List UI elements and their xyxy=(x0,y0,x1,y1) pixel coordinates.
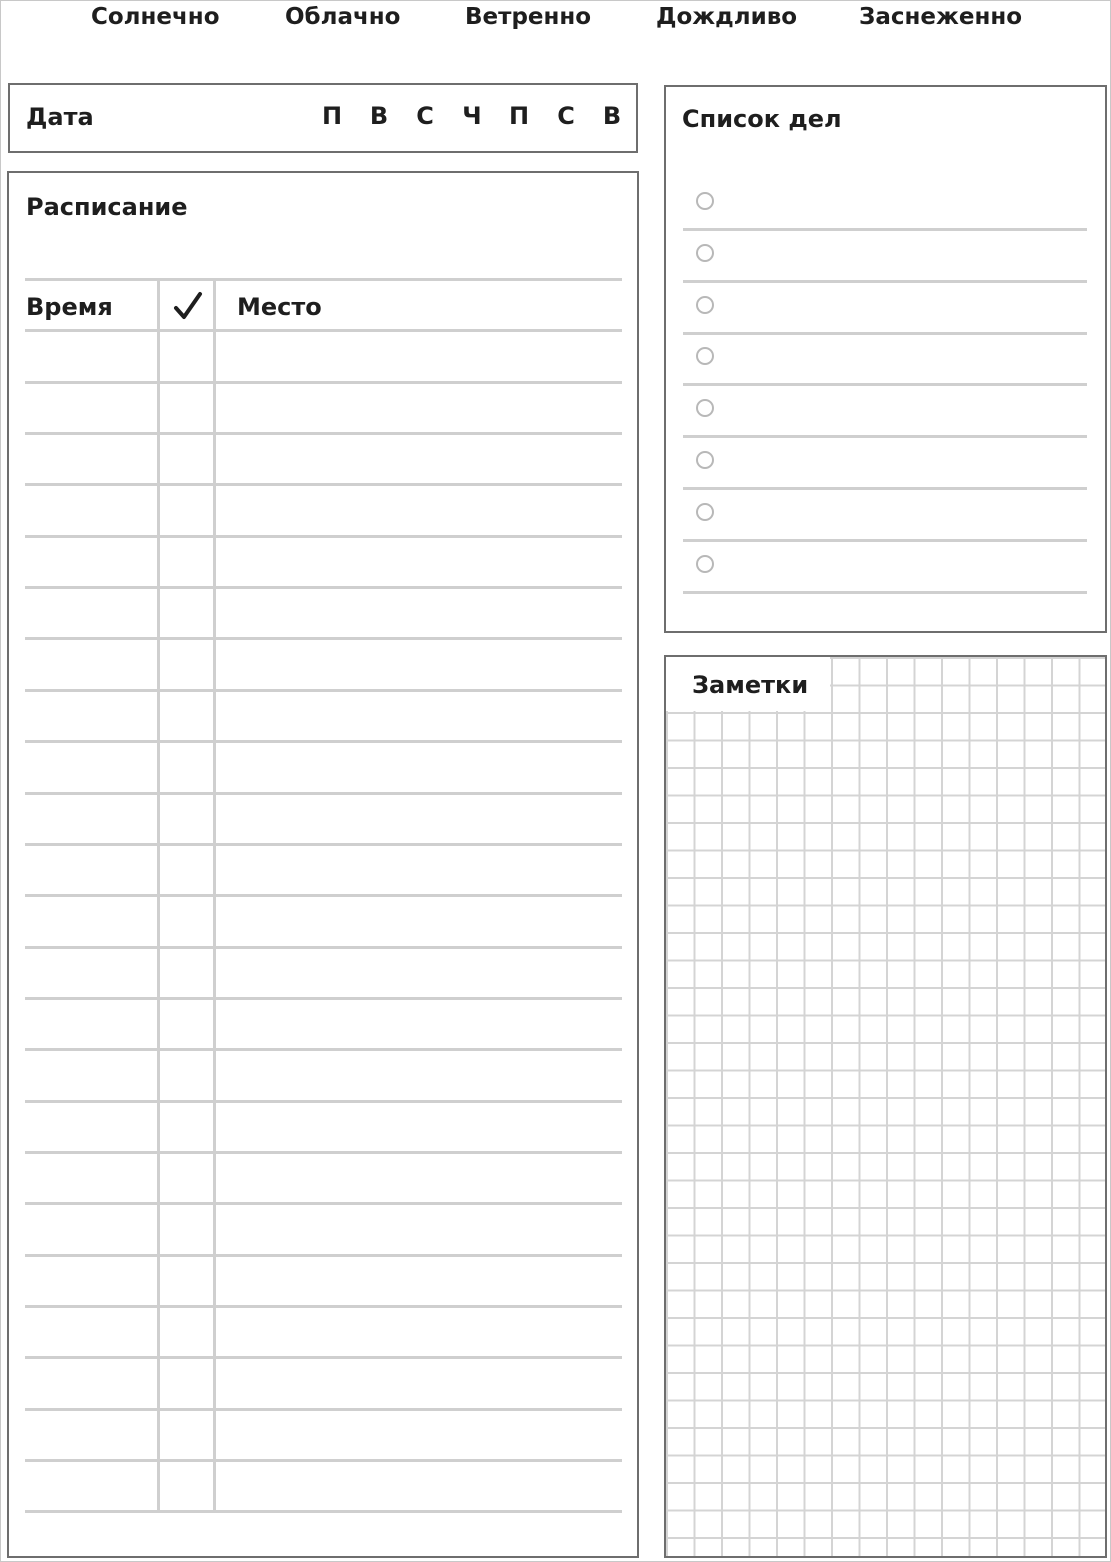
schedule-row-line[interactable] xyxy=(25,381,622,384)
todo-checkbox-circle-icon[interactable] xyxy=(696,555,714,573)
weather-cloudy[interactable]: Облачно xyxy=(285,4,401,30)
date-label: Дата xyxy=(26,103,94,131)
schedule-row-line[interactable] xyxy=(25,1408,622,1411)
date-box xyxy=(8,83,638,153)
todo-item[interactable] xyxy=(683,490,1087,542)
todo-checkbox-circle-icon[interactable] xyxy=(696,244,714,262)
todo-item[interactable] xyxy=(683,542,1087,594)
notes-title: Заметки xyxy=(692,671,809,699)
todo-checkbox-circle-icon[interactable] xyxy=(696,296,714,314)
schedule-row-line[interactable] xyxy=(25,1254,622,1257)
todo-checkbox-circle-icon[interactable] xyxy=(696,503,714,521)
day-thursday[interactable]: Ч xyxy=(462,102,482,130)
schedule-row-line[interactable] xyxy=(25,843,622,846)
day-monday[interactable]: П xyxy=(321,102,343,130)
schedule-header-top-line xyxy=(25,278,622,281)
column-header-place: Место xyxy=(237,293,322,321)
schedule-row-line[interactable] xyxy=(25,1459,622,1462)
todo-box xyxy=(664,85,1107,633)
todo-title: Список дел xyxy=(682,105,842,133)
schedule-row-line[interactable] xyxy=(25,1305,622,1308)
schedule-row-line[interactable] xyxy=(25,586,622,589)
schedule-row-line[interactable] xyxy=(25,1048,622,1051)
schedule-row-line[interactable] xyxy=(25,1202,622,1205)
day-sunday[interactable]: В xyxy=(602,102,622,130)
todo-item[interactable] xyxy=(683,438,1087,490)
column-header-time: Время xyxy=(26,293,113,321)
todo-item[interactable] xyxy=(683,283,1087,335)
day-friday[interactable]: П xyxy=(508,102,530,130)
todo-item-line xyxy=(683,591,1087,594)
weather-snowy[interactable]: Заснеженно xyxy=(859,4,1023,30)
schedule-row-line[interactable] xyxy=(25,1356,622,1359)
schedule-row-line[interactable] xyxy=(25,997,622,1000)
schedule-row-line[interactable] xyxy=(25,740,622,743)
todo-checkbox-circle-icon[interactable] xyxy=(696,451,714,469)
schedule-row-line[interactable] xyxy=(25,894,622,897)
day-wednesday[interactable]: С xyxy=(416,102,434,130)
todo-checkbox-circle-icon[interactable] xyxy=(696,347,714,365)
todo-item[interactable] xyxy=(683,334,1087,386)
weather-windy[interactable]: Ветренно xyxy=(465,4,592,30)
schedule-row-line[interactable] xyxy=(25,1510,622,1513)
day-saturday[interactable]: С xyxy=(557,102,575,130)
weather-rainy[interactable]: Дождливо xyxy=(656,4,798,30)
weather-sunny[interactable]: Солнечно xyxy=(91,4,220,30)
schedule-row-line[interactable] xyxy=(25,689,622,692)
todo-item[interactable] xyxy=(683,179,1087,231)
schedule-row-line[interactable] xyxy=(25,1151,622,1154)
schedule-row-line[interactable] xyxy=(25,637,622,640)
schedule-row-line[interactable] xyxy=(25,946,622,949)
schedule-box xyxy=(7,171,639,1558)
schedule-row-line[interactable] xyxy=(25,535,622,538)
todo-item[interactable] xyxy=(683,386,1087,438)
schedule-row-line[interactable] xyxy=(25,1100,622,1103)
todo-checkbox-circle-icon[interactable] xyxy=(696,192,714,210)
todo-item[interactable] xyxy=(683,231,1087,283)
schedule-header-line xyxy=(25,329,622,332)
schedule-row-line[interactable] xyxy=(25,792,622,795)
schedule-title: Расписание xyxy=(26,193,188,221)
schedule-row-line[interactable] xyxy=(25,432,622,435)
schedule-row-line[interactable] xyxy=(25,483,622,486)
day-tuesday[interactable]: В xyxy=(369,102,389,130)
notes-box[interactable] xyxy=(664,655,1107,1558)
todo-checkbox-circle-icon[interactable] xyxy=(696,399,714,417)
check-icon xyxy=(172,289,204,323)
